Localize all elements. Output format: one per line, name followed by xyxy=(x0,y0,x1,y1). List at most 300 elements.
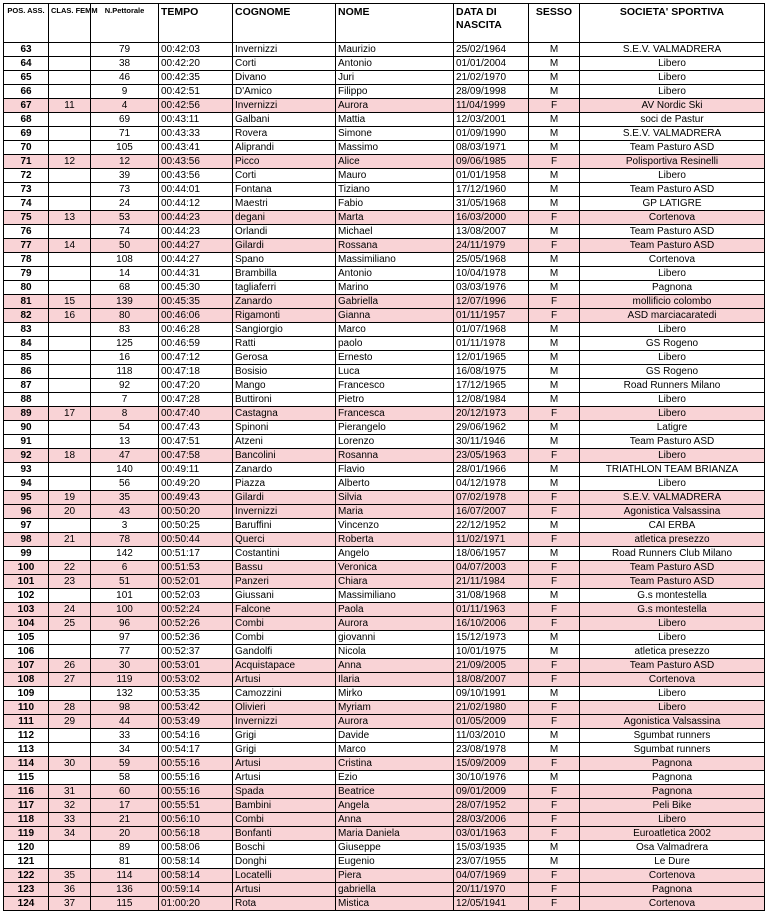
bib-number-cell: 119 xyxy=(91,673,159,687)
time-cell: 00:52:26 xyxy=(159,617,233,631)
position-cell: 94 xyxy=(4,477,49,491)
first-name-cell: Davide xyxy=(336,729,454,743)
club-cell: Team Pasturo ASD xyxy=(580,239,765,253)
birth-date-cell: 04/07/2003 xyxy=(454,561,529,575)
position-cell: 90 xyxy=(4,421,49,435)
first-name-cell: Antonio xyxy=(336,267,454,281)
time-cell: 00:47:40 xyxy=(159,407,233,421)
position-cell: 119 xyxy=(4,827,49,841)
club-cell: Libero xyxy=(580,449,765,463)
bib-number-cell: 101 xyxy=(91,589,159,603)
birth-date-cell: 17/12/1960 xyxy=(454,183,529,197)
female-rank-cell xyxy=(49,771,91,785)
first-name-cell: Giuseppe xyxy=(336,841,454,855)
club-cell: Pagnona xyxy=(580,883,765,897)
female-rank-cell: 29 xyxy=(49,715,91,729)
female-rank-cell xyxy=(49,57,91,71)
table-row xyxy=(4,309,765,323)
birth-date-cell: 18/08/2007 xyxy=(454,673,529,687)
first-name-cell: Veronica xyxy=(336,561,454,575)
surname-cell: Sangiorgio xyxy=(233,323,336,337)
position-cell: 92 xyxy=(4,449,49,463)
header-row xyxy=(4,4,765,43)
birth-date-cell: 20/12/1973 xyxy=(454,407,529,421)
female-rank-cell: 14 xyxy=(49,239,91,253)
female-rank-cell: 31 xyxy=(49,785,91,799)
first-name-cell: Maria xyxy=(336,505,454,519)
club-cell: Team Pasturo ASD xyxy=(580,435,765,449)
position-cell: 77 xyxy=(4,239,49,253)
surname-cell: Donghi xyxy=(233,855,336,869)
time-cell: 00:51:53 xyxy=(159,561,233,575)
surname-cell: Gandolfi xyxy=(233,645,336,659)
birth-date-cell: 16/07/2007 xyxy=(454,505,529,519)
time-cell: 00:59:14 xyxy=(159,883,233,897)
sex-cell: F xyxy=(529,701,580,715)
position-cell: 109 xyxy=(4,687,49,701)
surname-cell: Gilardi xyxy=(233,491,336,505)
birth-date-cell: 01/11/1963 xyxy=(454,603,529,617)
time-cell: 00:44:23 xyxy=(159,225,233,239)
female-rank-cell xyxy=(49,547,91,561)
time-cell: 01:00:20 xyxy=(159,897,233,911)
female-rank-cell: 11 xyxy=(49,99,91,113)
female-rank-cell: 28 xyxy=(49,701,91,715)
sex-cell: M xyxy=(529,841,580,855)
position-cell: 104 xyxy=(4,617,49,631)
table-row xyxy=(4,43,765,57)
position-cell: 124 xyxy=(4,897,49,911)
position-cell: 73 xyxy=(4,183,49,197)
club-cell: Libero xyxy=(580,813,765,827)
time-cell: 00:43:56 xyxy=(159,155,233,169)
sex-cell: M xyxy=(529,519,580,533)
female-rank-cell xyxy=(49,435,91,449)
table-row xyxy=(4,687,765,701)
table-row xyxy=(4,519,765,533)
position-cell: 70 xyxy=(4,141,49,155)
bib-number-cell: 118 xyxy=(91,365,159,379)
first-name-cell: Rosanna xyxy=(336,449,454,463)
table-row xyxy=(4,449,765,463)
female-rank-cell: 34 xyxy=(49,827,91,841)
surname-cell: tagliaferri xyxy=(233,281,336,295)
sex-cell: F xyxy=(529,239,580,253)
bib-number-cell: 20 xyxy=(91,827,159,841)
sex-cell: M xyxy=(529,323,580,337)
sex-cell: M xyxy=(529,729,580,743)
time-cell: 00:44:27 xyxy=(159,253,233,267)
bib-number-cell: 68 xyxy=(91,281,159,295)
bib-number-cell: 92 xyxy=(91,379,159,393)
club-cell: CAI ERBA xyxy=(580,519,765,533)
time-cell: 00:42:56 xyxy=(159,99,233,113)
bib-number-cell: 43 xyxy=(91,505,159,519)
female-rank-cell xyxy=(49,225,91,239)
first-name-cell: Vincenzo xyxy=(336,519,454,533)
surname-cell: Invernizzi xyxy=(233,505,336,519)
female-rank-cell: 17 xyxy=(49,407,91,421)
sex-cell: F xyxy=(529,827,580,841)
first-name-cell: giovanni xyxy=(336,631,454,645)
bib-number-cell: 34 xyxy=(91,743,159,757)
birth-date-cell: 10/01/1975 xyxy=(454,645,529,659)
time-cell: 00:42:35 xyxy=(159,71,233,85)
sex-cell: F xyxy=(529,533,580,547)
sex-cell: M xyxy=(529,267,580,281)
sex-cell: M xyxy=(529,477,580,491)
sex-cell: M xyxy=(529,547,580,561)
table-row xyxy=(4,421,765,435)
table-row xyxy=(4,729,765,743)
surname-cell: Querci xyxy=(233,533,336,547)
time-cell: 00:50:25 xyxy=(159,519,233,533)
position-cell: 113 xyxy=(4,743,49,757)
bib-number-cell: 83 xyxy=(91,323,159,337)
birth-date-cell: 21/02/1970 xyxy=(454,71,529,85)
club-cell: atletica presezzo xyxy=(580,645,765,659)
surname-cell: Bonfanti xyxy=(233,827,336,841)
position-cell: 71 xyxy=(4,155,49,169)
table-row xyxy=(4,561,765,575)
table-row xyxy=(4,155,765,169)
female-rank-cell: 15 xyxy=(49,295,91,309)
first-name-cell: Ernesto xyxy=(336,351,454,365)
birth-date-cell: 15/09/2009 xyxy=(454,757,529,771)
bib-number-cell: 8 xyxy=(91,407,159,421)
first-name-cell: Angelo xyxy=(336,547,454,561)
surname-cell: Gerosa xyxy=(233,351,336,365)
club-cell: Team Pasturo ASD xyxy=(580,659,765,673)
birth-date-cell: 13/08/2007 xyxy=(454,225,529,239)
bib-number-cell: 33 xyxy=(91,729,159,743)
time-cell: 00:47:43 xyxy=(159,421,233,435)
female-rank-cell xyxy=(49,85,91,99)
position-cell: 87 xyxy=(4,379,49,393)
surname-cell: Acquistapace xyxy=(233,659,336,673)
sex-cell: F xyxy=(529,99,580,113)
first-name-cell: Maria Daniela xyxy=(336,827,454,841)
first-name-cell: Pietro xyxy=(336,393,454,407)
time-cell: 00:46:06 xyxy=(159,309,233,323)
table-row xyxy=(4,267,765,281)
position-cell: 97 xyxy=(4,519,49,533)
bib-number-cell: 7 xyxy=(91,393,159,407)
bib-number-cell: 6 xyxy=(91,561,159,575)
club-cell: Osa Valmadrera xyxy=(580,841,765,855)
club-cell: Team Pasturo ASD xyxy=(580,141,765,155)
position-cell: 63 xyxy=(4,43,49,57)
club-cell: Libero xyxy=(580,631,765,645)
female-rank-cell xyxy=(49,267,91,281)
position-cell: 65 xyxy=(4,71,49,85)
surname-cell: Spinoni xyxy=(233,421,336,435)
position-cell: 117 xyxy=(4,799,49,813)
first-name-cell: Simone xyxy=(336,127,454,141)
female-rank-cell xyxy=(49,351,91,365)
female-rank-cell xyxy=(49,127,91,141)
first-name-cell: Nicola xyxy=(336,645,454,659)
birth-date-cell: 15/12/1973 xyxy=(454,631,529,645)
first-name-cell: Gabriella xyxy=(336,295,454,309)
sex-cell: M xyxy=(529,743,580,757)
position-cell: 120 xyxy=(4,841,49,855)
table-row xyxy=(4,533,765,547)
bib-number-cell: 21 xyxy=(91,813,159,827)
bib-number-cell: 46 xyxy=(91,71,159,85)
first-name-cell: Cristina xyxy=(336,757,454,771)
bib-number-cell: 80 xyxy=(91,309,159,323)
table-row xyxy=(4,141,765,155)
table-row xyxy=(4,183,765,197)
club-cell: Team Pasturo ASD xyxy=(580,575,765,589)
birth-date-cell: 28/01/1966 xyxy=(454,463,529,477)
first-name-cell: Francesco xyxy=(336,379,454,393)
club-cell: Libero xyxy=(580,57,765,71)
sex-cell: M xyxy=(529,631,580,645)
table-row xyxy=(4,645,765,659)
table-row xyxy=(4,169,765,183)
position-cell: 79 xyxy=(4,267,49,281)
bib-number-cell: 44 xyxy=(91,715,159,729)
sex-cell: F xyxy=(529,715,580,729)
first-name-cell: Juri xyxy=(336,71,454,85)
time-cell: 00:54:16 xyxy=(159,729,233,743)
bib-number-cell: 125 xyxy=(91,337,159,351)
table-row xyxy=(4,589,765,603)
surname-cell: Falcone xyxy=(233,603,336,617)
table-row xyxy=(4,883,765,897)
female-rank-cell xyxy=(49,477,91,491)
female-rank-cell: 12 xyxy=(49,155,91,169)
birth-date-cell: 21/02/1980 xyxy=(454,701,529,715)
sex-cell: M xyxy=(529,141,580,155)
first-name-cell: Alberto xyxy=(336,477,454,491)
sex-cell: M xyxy=(529,351,580,365)
surname-cell: Baruffini xyxy=(233,519,336,533)
club-cell: Libero xyxy=(580,393,765,407)
time-cell: 00:47:18 xyxy=(159,365,233,379)
table-row xyxy=(4,85,765,99)
birth-date-cell: 21/11/1984 xyxy=(454,575,529,589)
club-cell: Pagnona xyxy=(580,757,765,771)
first-name-cell: Alice xyxy=(336,155,454,169)
birth-date-cell: 30/10/1976 xyxy=(454,771,529,785)
surname-cell: Grigi xyxy=(233,729,336,743)
sex-cell: F xyxy=(529,869,580,883)
time-cell: 00:54:17 xyxy=(159,743,233,757)
female-rank-cell xyxy=(49,197,91,211)
surname-cell: Bassu xyxy=(233,561,336,575)
club-cell: atletica presezzo xyxy=(580,533,765,547)
time-cell: 00:46:28 xyxy=(159,323,233,337)
birth-date-cell: 25/05/1968 xyxy=(454,253,529,267)
position-cell: 81 xyxy=(4,295,49,309)
table-row xyxy=(4,827,765,841)
club-cell: mollificio colombo xyxy=(580,295,765,309)
club-cell: GP LATIGRE xyxy=(580,197,765,211)
position-cell: 111 xyxy=(4,715,49,729)
surname-cell: Locatelli xyxy=(233,869,336,883)
club-cell: Sgumbat runners xyxy=(580,729,765,743)
female-rank-cell: 18 xyxy=(49,449,91,463)
time-cell: 00:47:51 xyxy=(159,435,233,449)
bib-number-cell: 78 xyxy=(91,533,159,547)
bib-number-cell: 105 xyxy=(91,141,159,155)
birth-date-cell: 04/07/1969 xyxy=(454,869,529,883)
table-row xyxy=(4,365,765,379)
sex-cell: F xyxy=(529,505,580,519)
bib-number-cell: 59 xyxy=(91,757,159,771)
header-sesso: SESSO xyxy=(529,4,580,43)
female-rank-cell xyxy=(49,743,91,757)
sex-cell: F xyxy=(529,897,580,911)
birth-date-cell: 01/01/1958 xyxy=(454,169,529,183)
first-name-cell: Marco xyxy=(336,743,454,757)
time-cell: 00:43:41 xyxy=(159,141,233,155)
birth-date-cell: 01/07/1968 xyxy=(454,323,529,337)
position-cell: 75 xyxy=(4,211,49,225)
position-cell: 68 xyxy=(4,113,49,127)
club-cell: Libero xyxy=(580,407,765,421)
sex-cell: M xyxy=(529,183,580,197)
table-row xyxy=(4,407,765,421)
female-rank-cell xyxy=(49,365,91,379)
time-cell: 00:58:14 xyxy=(159,855,233,869)
first-name-cell: Aurora xyxy=(336,617,454,631)
table-row xyxy=(4,463,765,477)
header-clas: CLAS. FEMM xyxy=(49,4,91,43)
surname-cell: Mango xyxy=(233,379,336,393)
table-row xyxy=(4,715,765,729)
time-cell: 00:56:18 xyxy=(159,827,233,841)
female-rank-cell: 20 xyxy=(49,505,91,519)
first-name-cell: Piera xyxy=(336,869,454,883)
first-name-cell: Massimiliano xyxy=(336,589,454,603)
club-cell: Libero xyxy=(580,169,765,183)
bib-number-cell: 4 xyxy=(91,99,159,113)
time-cell: 00:43:56 xyxy=(159,169,233,183)
club-cell: Pagnona xyxy=(580,785,765,799)
bib-number-cell: 77 xyxy=(91,645,159,659)
sex-cell: F xyxy=(529,561,580,575)
birth-date-cell: 04/12/1978 xyxy=(454,477,529,491)
female-rank-cell xyxy=(49,841,91,855)
sex-cell: F xyxy=(529,309,580,323)
time-cell: 00:44:31 xyxy=(159,267,233,281)
club-cell: S.E.V. VALMADRERA xyxy=(580,43,765,57)
female-rank-cell: 32 xyxy=(49,799,91,813)
sex-cell: F xyxy=(529,407,580,421)
position-cell: 88 xyxy=(4,393,49,407)
club-cell: TRIATHLON TEAM BRIANZA xyxy=(580,463,765,477)
first-name-cell: Myriam xyxy=(336,701,454,715)
club-cell: Cortenova xyxy=(580,673,765,687)
time-cell: 00:47:12 xyxy=(159,351,233,365)
surname-cell: Maestri xyxy=(233,197,336,211)
first-name-cell: Marco xyxy=(336,323,454,337)
club-cell: Road Runners Milano xyxy=(580,379,765,393)
surname-cell: Combi xyxy=(233,617,336,631)
time-cell: 00:56:10 xyxy=(159,813,233,827)
birth-date-cell: 31/05/1968 xyxy=(454,197,529,211)
female-rank-cell: 23 xyxy=(49,575,91,589)
surname-cell: Orlandi xyxy=(233,225,336,239)
birth-date-cell: 11/04/1999 xyxy=(454,99,529,113)
surname-cell: Combi xyxy=(233,813,336,827)
position-cell: 101 xyxy=(4,575,49,589)
table-row xyxy=(4,57,765,71)
bib-number-cell: 96 xyxy=(91,617,159,631)
time-cell: 00:52:36 xyxy=(159,631,233,645)
club-cell: Agonistica Valsassina xyxy=(580,505,765,519)
table-row xyxy=(4,547,765,561)
first-name-cell: Maurizio xyxy=(336,43,454,57)
position-cell: 99 xyxy=(4,547,49,561)
surname-cell: Gilardi xyxy=(233,239,336,253)
position-cell: 118 xyxy=(4,813,49,827)
club-cell: Peli Bike xyxy=(580,799,765,813)
surname-cell: Costantini xyxy=(233,547,336,561)
position-cell: 76 xyxy=(4,225,49,239)
position-cell: 114 xyxy=(4,757,49,771)
bib-number-cell: 39 xyxy=(91,169,159,183)
header-data: DATA DI NASCITA xyxy=(454,4,529,43)
table-row xyxy=(4,841,765,855)
position-cell: 108 xyxy=(4,673,49,687)
time-cell: 00:53:35 xyxy=(159,687,233,701)
female-rank-cell: 27 xyxy=(49,673,91,687)
table-row xyxy=(4,113,765,127)
first-name-cell: Roberta xyxy=(336,533,454,547)
birth-date-cell: 09/10/1991 xyxy=(454,687,529,701)
first-name-cell: Antonio xyxy=(336,57,454,71)
birth-date-cell: 31/08/1968 xyxy=(454,589,529,603)
first-name-cell: Pierangelo xyxy=(336,421,454,435)
position-cell: 91 xyxy=(4,435,49,449)
club-cell: Pagnona xyxy=(580,771,765,785)
first-name-cell: Marta xyxy=(336,211,454,225)
header-societa: SOCIETA' SPORTIVA xyxy=(580,4,765,43)
first-name-cell: Massimo xyxy=(336,141,454,155)
position-cell: 82 xyxy=(4,309,49,323)
female-rank-cell xyxy=(49,379,91,393)
first-name-cell: Lorenzo xyxy=(336,435,454,449)
bib-number-cell: 115 xyxy=(91,897,159,911)
position-cell: 98 xyxy=(4,533,49,547)
first-name-cell: Silvia xyxy=(336,491,454,505)
time-cell: 00:55:51 xyxy=(159,799,233,813)
time-cell: 00:42:51 xyxy=(159,85,233,99)
female-rank-cell: 33 xyxy=(49,813,91,827)
position-cell: 95 xyxy=(4,491,49,505)
first-name-cell: Paola xyxy=(336,603,454,617)
female-rank-cell xyxy=(49,183,91,197)
time-cell: 00:47:58 xyxy=(159,449,233,463)
female-rank-cell xyxy=(49,281,91,295)
surname-cell: D'Amico xyxy=(233,85,336,99)
bib-number-cell: 56 xyxy=(91,477,159,491)
surname-cell: Olivieri xyxy=(233,701,336,715)
sex-cell: F xyxy=(529,449,580,463)
position-cell: 116 xyxy=(4,785,49,799)
birth-date-cell: 12/03/2001 xyxy=(454,113,529,127)
first-name-cell: Anna xyxy=(336,813,454,827)
first-name-cell: Filippo xyxy=(336,85,454,99)
position-cell: 85 xyxy=(4,351,49,365)
first-name-cell: Marino xyxy=(336,281,454,295)
bib-number-cell: 38 xyxy=(91,57,159,71)
